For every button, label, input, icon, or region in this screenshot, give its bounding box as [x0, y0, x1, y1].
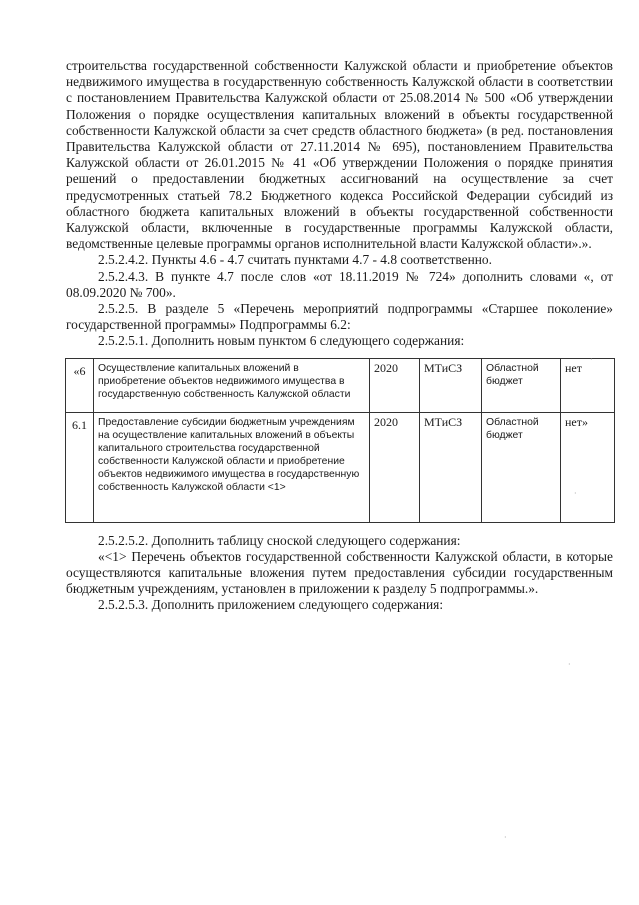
paragraph-2-5-2-4-3: 2.5.2.4.3. В пункте 4.7 после слов «от 18.11.2019 № 724» дополнить словами «, от 08.09.2020 № 700».: [66, 268, 613, 300]
scan-speck: ·: [504, 833, 507, 842]
paragraph-2-5-2-5-3: 2.5.2.5.3. Дополнить приложением следующего содержания:: [98, 597, 444, 613]
document-body: [66, 58, 613, 614]
measure-name: Предоставление субсидии бюджетным учреждениям на осуществление капитальных вложений в объекты капитального строительства государственной собственности Калужской области и приобретение объектов недвижимого имущества в государственную собственность Калужской области <1>: [94, 412, 370, 522]
paragraph-2-5-2-5-2: 2.5.2.5.2. Дополнить таблицу сноской следующего содержания:: [98, 532, 461, 548]
last-column-cell: нет: [561, 358, 615, 412]
row-number: 6.1: [66, 412, 94, 522]
funding-source-cell: Областной бюджет: [482, 358, 561, 412]
table-row: [66, 358, 615, 412]
table-row: [66, 412, 615, 522]
executor-cell: МТиСЗ: [420, 358, 482, 412]
year-cell: 2020: [370, 412, 420, 522]
paragraph-2-5-2-5: 2.5.2.5. В разделе 5 «Перечень мероприятий подпрограммы «Старшее поколение» государственной программы» Подпрограммы 6.2:: [66, 301, 613, 333]
funding-source-cell: Областной бюджет: [482, 412, 561, 522]
scan-speck: ·: [568, 660, 571, 669]
paragraph-continuation: строительства государственной собственности Калужской области и приобретение объектов недвижимого имущества в государственную собственность Калужской области в соответствии с постановлением Правительства Калужской области от 25.08.2014 № 500 «Об утверждении Положения о порядке осуществления капитальных вложений в объекты государственной собственности Калужской области за счет средств областного бюджета» (в ред. постановления Правительства Калужской области от 27.11.2014 № 695), постановлением Правительства Калужской области от 26.01.2015 № 41 «Об утверждении Положения о порядке принятия решений о предоставлении бюджетных ассигнований на осуществление за счет предусмотренных статьей 78.2 Бюджетного кодекса Российской Федерации субсидий из областного бюджета капитальных вложений в объекты государственной собственности Калужской области, включенные в государственные программы Калужской области, ведомственные целевые программы органов исполнительной власти Калужской области».».: [66, 58, 613, 252]
footnote-text: «<1> Перечень объектов государственной собственности Калужской области, в которые осуществляются капитальные вложения путем предоставления субсидии государственным бюджетным учреждениям, установлен в приложении к разделу 5 подпрограммы.».: [66, 548, 613, 597]
paragraph-2-5-2-4-2: 2.5.2.4.2. Пункты 4.6 - 4.7 считать пунктами 4.7 - 4.8 соответственно.: [98, 252, 492, 268]
row-number: «6: [66, 358, 94, 412]
scan-speck: ·: [574, 489, 577, 498]
scan-speck: ·: [590, 355, 593, 364]
year-cell: 2020: [370, 358, 420, 412]
executor-cell: МТиСЗ: [420, 412, 482, 522]
inserted-measures-table: [65, 358, 615, 523]
measure-name: Осуществление капитальных вложений в приобретение объектов недвижимого имущества в государственную собственность Калужской области: [94, 358, 370, 412]
last-column-cell: нет»: [561, 412, 615, 522]
paragraph-2-5-2-5-1: 2.5.2.5.1. Дополнить новым пунктом 6 следующего содержания:: [98, 333, 465, 349]
